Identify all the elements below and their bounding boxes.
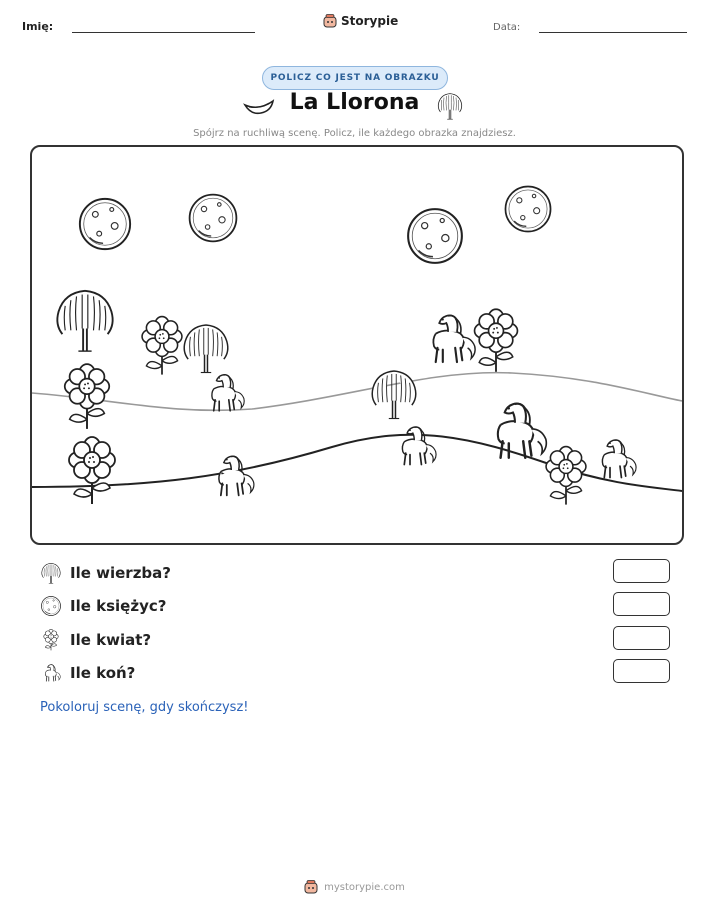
willow-2 — [184, 325, 228, 373]
date-line[interactable] — [539, 32, 687, 33]
flower-icon — [40, 629, 62, 651]
footer-url[interactable]: mystorypie.com — [324, 881, 405, 893]
question-flower — [40, 627, 151, 653]
answer-box-willow[interactable] — [613, 559, 670, 583]
question-text: Ile koń? — [70, 664, 136, 682]
brand-name: Storypie — [341, 14, 399, 28]
question-willow — [40, 560, 171, 586]
moon-3 — [408, 209, 462, 263]
moon-2 — [190, 195, 237, 242]
activity-badge: POLICZ CO JEST NA OBRAZKU — [262, 66, 448, 90]
storypie-logo-icon — [323, 14, 337, 28]
title-willow-icon — [436, 92, 464, 120]
question-text: Ile księżyc? — [70, 597, 167, 615]
moon-1 — [80, 199, 130, 249]
horse-3 — [402, 427, 436, 465]
footer — [0, 880, 709, 894]
coloring-note: Pokoloruj scenę, gdy skończysz! — [40, 700, 249, 715]
scene-drawing — [32, 147, 682, 543]
horse-5 — [219, 456, 254, 495]
date-label: Data: — [493, 22, 521, 33]
name-label: Imię: — [22, 20, 54, 33]
counting-scene — [30, 145, 684, 545]
horse-2 — [212, 375, 244, 411]
horse-icon — [40, 662, 62, 684]
willow-1 — [57, 291, 112, 351]
answer-box-flower[interactable] — [613, 626, 670, 650]
moon-4 — [505, 186, 550, 231]
back-hill-line — [32, 373, 682, 411]
flower-2 — [65, 364, 109, 429]
willow-icon — [40, 562, 62, 584]
page-title: La Llorona — [289, 90, 420, 115]
flower-4 — [475, 309, 518, 372]
storypie-footer-icon — [304, 880, 318, 894]
brand-logo — [323, 14, 398, 28]
name-line[interactable] — [72, 32, 255, 33]
flower-5 — [546, 447, 586, 505]
willow-3 — [372, 371, 416, 419]
horse-6 — [602, 440, 636, 478]
flower-1 — [142, 317, 182, 375]
instructions: Spójrz na ruchliwą scenę. Policz, ile każdego obrazka znajdziesz. — [193, 128, 516, 139]
question-moon — [40, 593, 166, 619]
question-text: Ile kwiat? — [70, 631, 152, 649]
question-horse — [40, 660, 135, 686]
answer-box-horse[interactable] — [613, 659, 670, 683]
answer-box-moon[interactable] — [613, 592, 670, 616]
moon-icon — [40, 595, 62, 617]
horse-1 — [433, 315, 475, 362]
flower-3 — [69, 437, 115, 504]
question-text: Ile wierzba? — [70, 564, 171, 582]
